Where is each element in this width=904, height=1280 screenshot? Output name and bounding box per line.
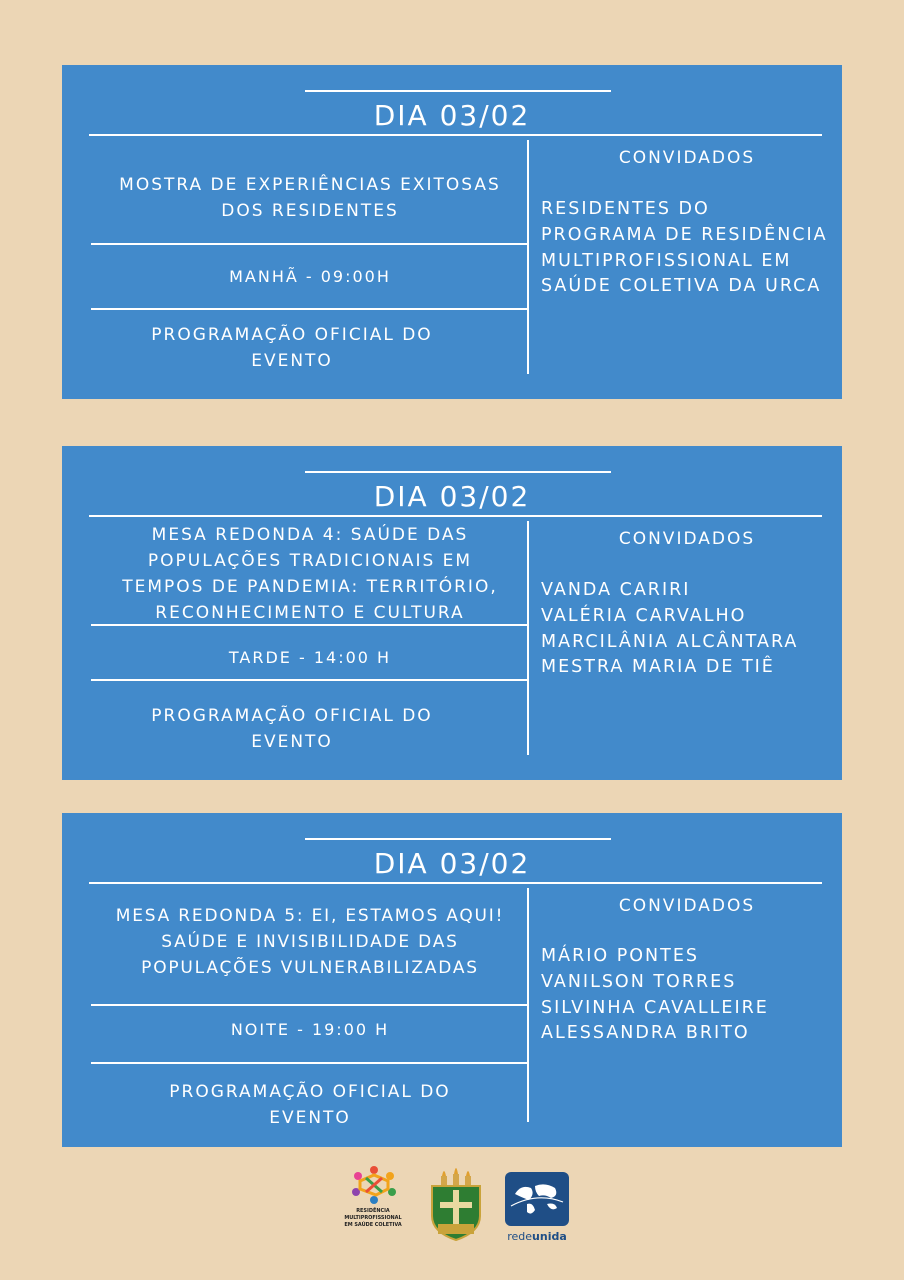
schedule-card-morning	[62, 65, 842, 399]
globe-icon	[505, 1172, 569, 1226]
row-divider	[91, 1004, 528, 1006]
rede-word: rede	[507, 1230, 533, 1243]
card-day: DIA 03/02	[373, 480, 531, 513]
residencia-logo	[340, 1162, 408, 1246]
row-divider	[91, 679, 528, 681]
unida-word: unida	[532, 1230, 567, 1243]
guests-list	[541, 944, 841, 1047]
guest-name: ALESSANDRA BRITO	[541, 1023, 750, 1044]
activity-title: MESA REDONDA 5: EI, ESTAMOS AQUI! SAÚDE E INVISIBILIDADE DAS POPULAÇÕES VULNERABILIZADAS	[115, 906, 505, 978]
official-program: PROGRAMAÇÃO OFICIAL DO EVENTO	[151, 706, 433, 752]
session-time: TARDE - 14:00 H	[228, 648, 392, 667]
guest-name: MÁRIO PONTES	[541, 946, 700, 966]
row-divider	[91, 243, 528, 245]
guests-heading: CONVIDADOS	[618, 896, 756, 916]
schedule-card-afternoon	[62, 446, 842, 780]
card-day: DIA 03/02	[373, 847, 531, 880]
title-divider	[89, 515, 822, 517]
row-divider	[91, 624, 528, 626]
people-circle-icon	[340, 1162, 408, 1208]
guest-name: VANILSON TORRES	[541, 971, 737, 992]
guests-heading: CONVIDADOS	[618, 148, 756, 168]
official-program: PROGRAMAÇÃO OFICIAL DO EVENTO	[169, 1082, 451, 1128]
title-divider	[89, 134, 822, 136]
top-divider	[305, 838, 611, 840]
session-time: NOITE - 19:00 H	[230, 1020, 390, 1039]
official-program: PROGRAMAÇÃO OFICIAL DO EVENTO	[151, 325, 433, 371]
guests-heading: CONVIDADOS	[618, 529, 756, 549]
guest-name: SAÚDE COLETIVA DA URCA	[541, 276, 822, 297]
activity-title: MESA REDONDA 4: SAÚDE DAS POPULAÇÕES TRADICIONAIS EM TEMPOS DE PANDEMIA: TERRITÓRIO, RECONHECIMENTO E CULTURA	[122, 525, 498, 623]
card-day: DIA 03/02	[373, 99, 531, 132]
sponsor-logos	[340, 1162, 580, 1252]
guest-name: VALÉRIA CARVALHO	[541, 605, 747, 626]
top-divider	[305, 90, 611, 92]
guest-name: SILVINHA CAVALLEIRE	[541, 997, 769, 1018]
guests-list	[541, 197, 841, 300]
crest-icon	[428, 1162, 484, 1246]
guest-name: MULTIPROFISSIONAL EM	[541, 250, 792, 271]
guest-name: MESTRA MARIA DE TIÊ	[541, 657, 775, 678]
urca-crest-logo	[428, 1162, 478, 1246]
rede-unida-logo-text	[505, 1230, 569, 1243]
title-divider	[89, 882, 822, 884]
guest-name: PROGRAMA DE RESIDÊNCIA	[541, 224, 828, 245]
top-divider	[305, 471, 611, 473]
row-divider	[91, 1062, 528, 1064]
residencia-logo-text: RESIDÊNCIA MULTIPROFISSIONAL EM SAÚDE COLETIVA	[344, 1208, 402, 1228]
row-divider	[91, 308, 528, 310]
guests-list	[541, 578, 841, 681]
rede-unida-logo	[505, 1172, 569, 1242]
guest-name: VANDA CARIRI	[541, 580, 691, 600]
activity-title: MOSTRA DE EXPERIÊNCIAS EXITOSAS DOS RESIDENTES	[119, 175, 501, 221]
session-time: MANHÃ - 09:00H	[229, 267, 391, 286]
guest-name: RESIDENTES DO	[541, 199, 710, 219]
schedule-card-night	[62, 813, 842, 1147]
guest-name: MARCILÂNIA ALCÂNTARA	[541, 631, 799, 652]
